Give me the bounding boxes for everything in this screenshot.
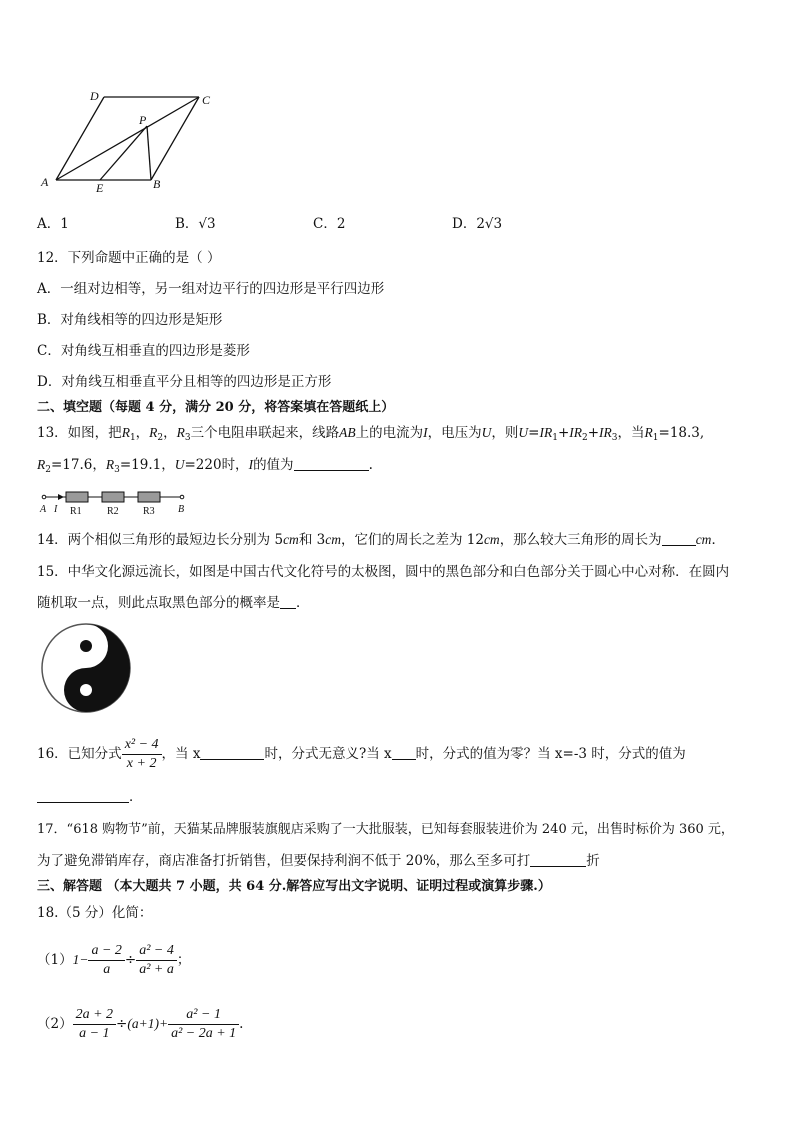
label-A: A [41,175,49,189]
q17-line2: 为了避免滞销库存，商店准备打折销售，但要保持利润不低于 20%，那么至多可打 折 [37,853,600,869]
q11-option-b-value: √3 [198,216,216,232]
q18-part2: （2） $\frac{2a + 2}{a - 1}$ ÷(a+1)+ $\frac{\text{a² − 1}}{\text{a² − 2a + 1}}$ . [37,1007,244,1041]
q18-part1: （1）1− $\frac{a - 2}{a}$ ÷ $\frac{\text{a² − 4}}{\text{a² + a}}$ ； [37,943,191,977]
q12-option-a: A．一组对边相等，另一组对边平行的四边形是平行四边形 [37,281,385,297]
taiji-icon [40,622,132,714]
label-B: B [153,177,161,191]
svg-text:A: A [40,504,47,515]
q15-answer-blank[interactable] [280,594,296,609]
q13-answer-blank[interactable] [294,456,369,471]
q11-option-a: A．1 [37,216,69,232]
circuit-diagram [36,487,196,517]
svg-text:B: B [178,504,185,515]
resistor-r1 [66,492,88,502]
svg-text:R2: R2 [107,506,119,517]
q11-option-d-label: D． [452,216,477,232]
section-3-heading: 三、解答题 （本大题共 7 小题，共 64 分.解答应写出文字说明、证明过程或演算步骤.） [37,879,551,894]
q13-line2: $R_2=17.6$，$R_3=19.1$，U=220时，I的值为 . [37,457,373,475]
q14-answer-blank[interactable] [662,531,696,546]
label-P: P [139,113,147,127]
q14: 14．两个相似三角形的最短边长分别为 5cm和 3cm，它们的周长之差为 12cm，那么较大三角形的周长为 cm． [37,532,725,548]
svg-text:I: I [54,504,58,515]
q11-option-c: C．2 [313,216,346,232]
section-2-heading: 二、填空题（每题 4 分，满分 20 分，将答案填在答题纸上） [37,400,395,415]
q16-blank-2[interactable] [392,745,416,760]
q11-option-d-value: 2√3 [476,216,503,232]
q12-stem: 12．下列命题中正确的是（ ） [37,250,221,266]
parallelogram-figure [36,86,226,198]
q13-line1: 13．如图，把$R_1$，$R_2$，$R_3$三个电阻串联起来，线路AB上的电流为I，电压为U，则$U=IR_1+IR_2+IR_3$，当$R_1=18.3$, [37,425,705,443]
q17-answer-blank[interactable] [530,852,586,867]
q16-line2: ． [37,787,143,807]
label-D: D [90,89,99,103]
q16-blank-3[interactable] [37,788,129,803]
q11-option-b-label: B． [175,216,199,232]
label-E: E [96,181,104,195]
q11-option-d [452,212,502,232]
q12-option-c: C．对角线互相垂直的四边形是菱形 [37,343,250,359]
q16-fraction: $\frac{\text{x² − 4}}{x + 2}$ [122,736,162,773]
svg-text:R1: R1 [70,506,82,517]
q16-blank-1[interactable] [200,745,264,760]
q15-line1: 15．中华文化源远流长，如图是中国古代文化符号的太极图，圆中的黑色部分和白色部分关于圆心中心对称．在圆内 [37,564,730,580]
q17-line1: 17．“618 购物节”前，天猫某品牌服装旗舰店采购了一大批服装，已知每套服装进价为 240 元，出售时标价为 360 元， [37,822,734,837]
q16: 16．已知分式 $\frac{\text{x² − 4}}{x + 2}$ ，当 x 时，分式无意义?当 x 时，分式的值为零？当 x=-3 时，分式的值为 [37,737,686,771]
label-C: C [202,93,211,107]
q15-line2: 随机取一点，则此点取黑色部分的概率是 ． [37,595,310,611]
q12-option-b: B．对角线相等的四边形是矩形 [37,312,223,328]
q12-option-d: D．对角线互相垂直平分且相等的四边形是正方形 [37,374,332,390]
resistor-r2 [102,492,124,502]
q18-stem: 18.（5 分）化简： [37,905,153,921]
q11-option-b [175,212,216,232]
svg-text:R3: R3 [143,506,155,517]
resistor-r3 [138,492,160,502]
